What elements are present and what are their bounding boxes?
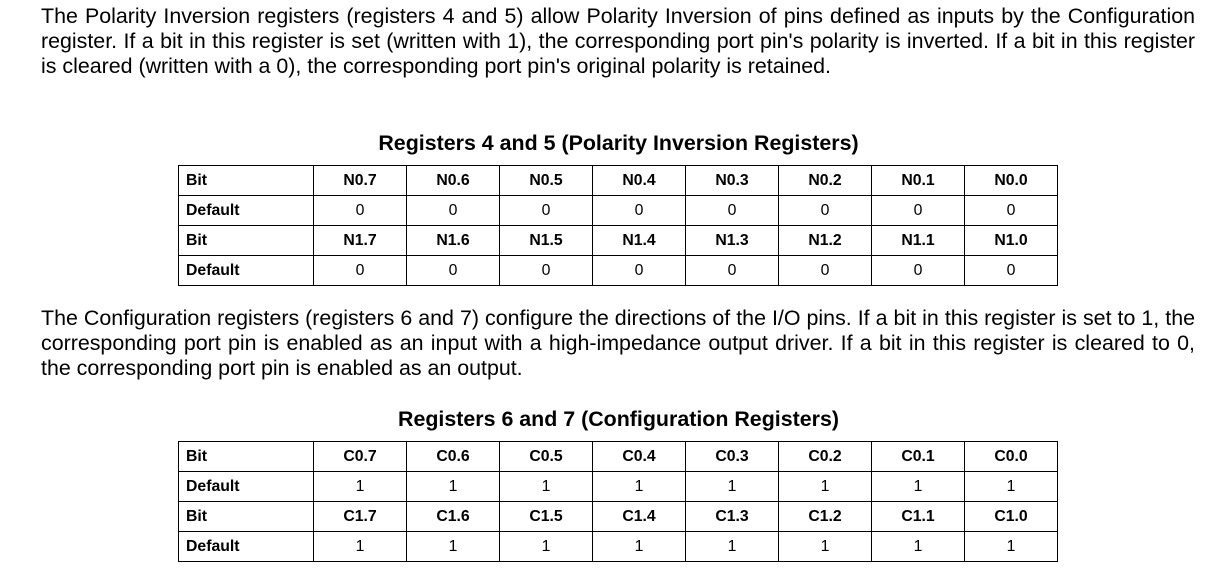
bit-name-cell: N1.0 xyxy=(965,226,1058,256)
default-value-cell: 0 xyxy=(872,196,965,226)
default-value-cell: 0 xyxy=(407,256,500,286)
polarity-inversion-table xyxy=(178,165,1058,286)
default-value-cell: 1 xyxy=(500,472,593,502)
default-value-cell: 1 xyxy=(872,532,965,562)
default-value-cell: 0 xyxy=(779,196,872,226)
default-value-cell: 1 xyxy=(314,532,407,562)
row-label: Bit xyxy=(179,502,314,532)
table-row xyxy=(179,166,1058,196)
bit-name-cell: N1.7 xyxy=(314,226,407,256)
bit-name-cell: N0.1 xyxy=(872,166,965,196)
default-value-cell: 0 xyxy=(872,256,965,286)
table-row xyxy=(179,226,1058,256)
table-row xyxy=(179,442,1058,472)
table-row xyxy=(179,472,1058,502)
bit-name-cell: C1.7 xyxy=(314,502,407,532)
default-value-cell: 0 xyxy=(593,196,686,226)
row-label: Bit xyxy=(179,166,314,196)
bit-name-cell: N1.5 xyxy=(500,226,593,256)
row-label: Default xyxy=(179,196,314,226)
bit-name-cell: N1.3 xyxy=(686,226,779,256)
bit-name-cell: C0.5 xyxy=(500,442,593,472)
bit-name-cell: N0.5 xyxy=(500,166,593,196)
default-value-cell: 0 xyxy=(593,256,686,286)
table-row xyxy=(179,196,1058,226)
default-value-cell: 1 xyxy=(779,472,872,502)
default-value-cell: 0 xyxy=(407,196,500,226)
bit-name-cell: C0.2 xyxy=(779,442,872,472)
bit-name-cell: C0.3 xyxy=(686,442,779,472)
bit-name-cell: N1.6 xyxy=(407,226,500,256)
default-value-cell: 0 xyxy=(779,256,872,286)
bit-name-cell: N1.1 xyxy=(872,226,965,256)
default-value-cell: 0 xyxy=(500,256,593,286)
default-value-cell: 1 xyxy=(686,472,779,502)
default-value-cell: 1 xyxy=(965,472,1058,502)
default-value-cell: 0 xyxy=(314,256,407,286)
bit-name-cell: C0.6 xyxy=(407,442,500,472)
default-value-cell: 1 xyxy=(500,532,593,562)
bit-name-cell: C1.4 xyxy=(593,502,686,532)
default-value-cell: 1 xyxy=(965,532,1058,562)
row-label: Bit xyxy=(179,226,314,256)
bit-name-cell: C0.1 xyxy=(872,442,965,472)
bit-name-cell: N0.0 xyxy=(965,166,1058,196)
bit-name-cell: N0.6 xyxy=(407,166,500,196)
default-value-cell: 0 xyxy=(500,196,593,226)
bit-name-cell: C0.7 xyxy=(314,442,407,472)
polarity-table-body xyxy=(179,166,1058,286)
configuration-table xyxy=(178,441,1058,562)
configuration-description-paragraph: The Configuration registers (registers 6 and 7) configure the directions of the I/O pins. If a bit in this register is set to 1, the corresponding port pin is enabled as an input with a high-impedance output driver. If a bit in this register is cleared to 0, the corresponding port pin is enabled as an output. xyxy=(41,306,1195,380)
default-value-cell: 1 xyxy=(407,472,500,502)
default-value-cell: 1 xyxy=(314,472,407,502)
default-value-cell: 0 xyxy=(965,196,1058,226)
default-value-cell: 1 xyxy=(593,532,686,562)
configuration-table-caption: Registers 6 and 7 (Configuration Registers) xyxy=(398,407,839,431)
bit-name-cell: C1.6 xyxy=(407,502,500,532)
default-value-cell: 1 xyxy=(686,532,779,562)
bit-name-cell: N1.2 xyxy=(779,226,872,256)
row-label: Bit xyxy=(179,442,314,472)
table-row xyxy=(179,532,1058,562)
table-row xyxy=(179,256,1058,286)
row-label: Default xyxy=(179,472,314,502)
configuration-table-body xyxy=(179,442,1058,562)
default-value-cell: 1 xyxy=(593,472,686,502)
row-label: Default xyxy=(179,532,314,562)
default-value-cell: 0 xyxy=(686,256,779,286)
bit-name-cell: N0.3 xyxy=(686,166,779,196)
bit-name-cell: C1.0 xyxy=(965,502,1058,532)
bit-name-cell: N1.4 xyxy=(593,226,686,256)
bit-name-cell: C1.2 xyxy=(779,502,872,532)
default-value-cell: 0 xyxy=(686,196,779,226)
table-row xyxy=(179,502,1058,532)
default-value-cell: 1 xyxy=(872,472,965,502)
bit-name-cell: C1.5 xyxy=(500,502,593,532)
default-value-cell: 1 xyxy=(779,532,872,562)
bit-name-cell: C0.0 xyxy=(965,442,1058,472)
default-value-cell: 0 xyxy=(965,256,1058,286)
bit-name-cell: C0.4 xyxy=(593,442,686,472)
row-label: Default xyxy=(179,256,314,286)
bit-name-cell: N0.2 xyxy=(779,166,872,196)
polarity-description-paragraph: The Polarity Inversion registers (registers 4 and 5) allow Polarity Inversion of pins defined as inputs by the Configuration register. If a bit in this register is set (written with 1), the corresponding port pin's polarity is inverted. If a bit in this register is cleared (written with a 0), the corresponding port pin's original polarity is retained. xyxy=(41,4,1195,78)
default-value-cell: 1 xyxy=(407,532,500,562)
bit-name-cell: C1.1 xyxy=(872,502,965,532)
polarity-table-caption: Registers 4 and 5 (Polarity Inversion Registers) xyxy=(378,131,859,155)
bit-name-cell: N0.7 xyxy=(314,166,407,196)
bit-name-cell: N0.4 xyxy=(593,166,686,196)
bit-name-cell: C1.3 xyxy=(686,502,779,532)
default-value-cell: 0 xyxy=(314,196,407,226)
